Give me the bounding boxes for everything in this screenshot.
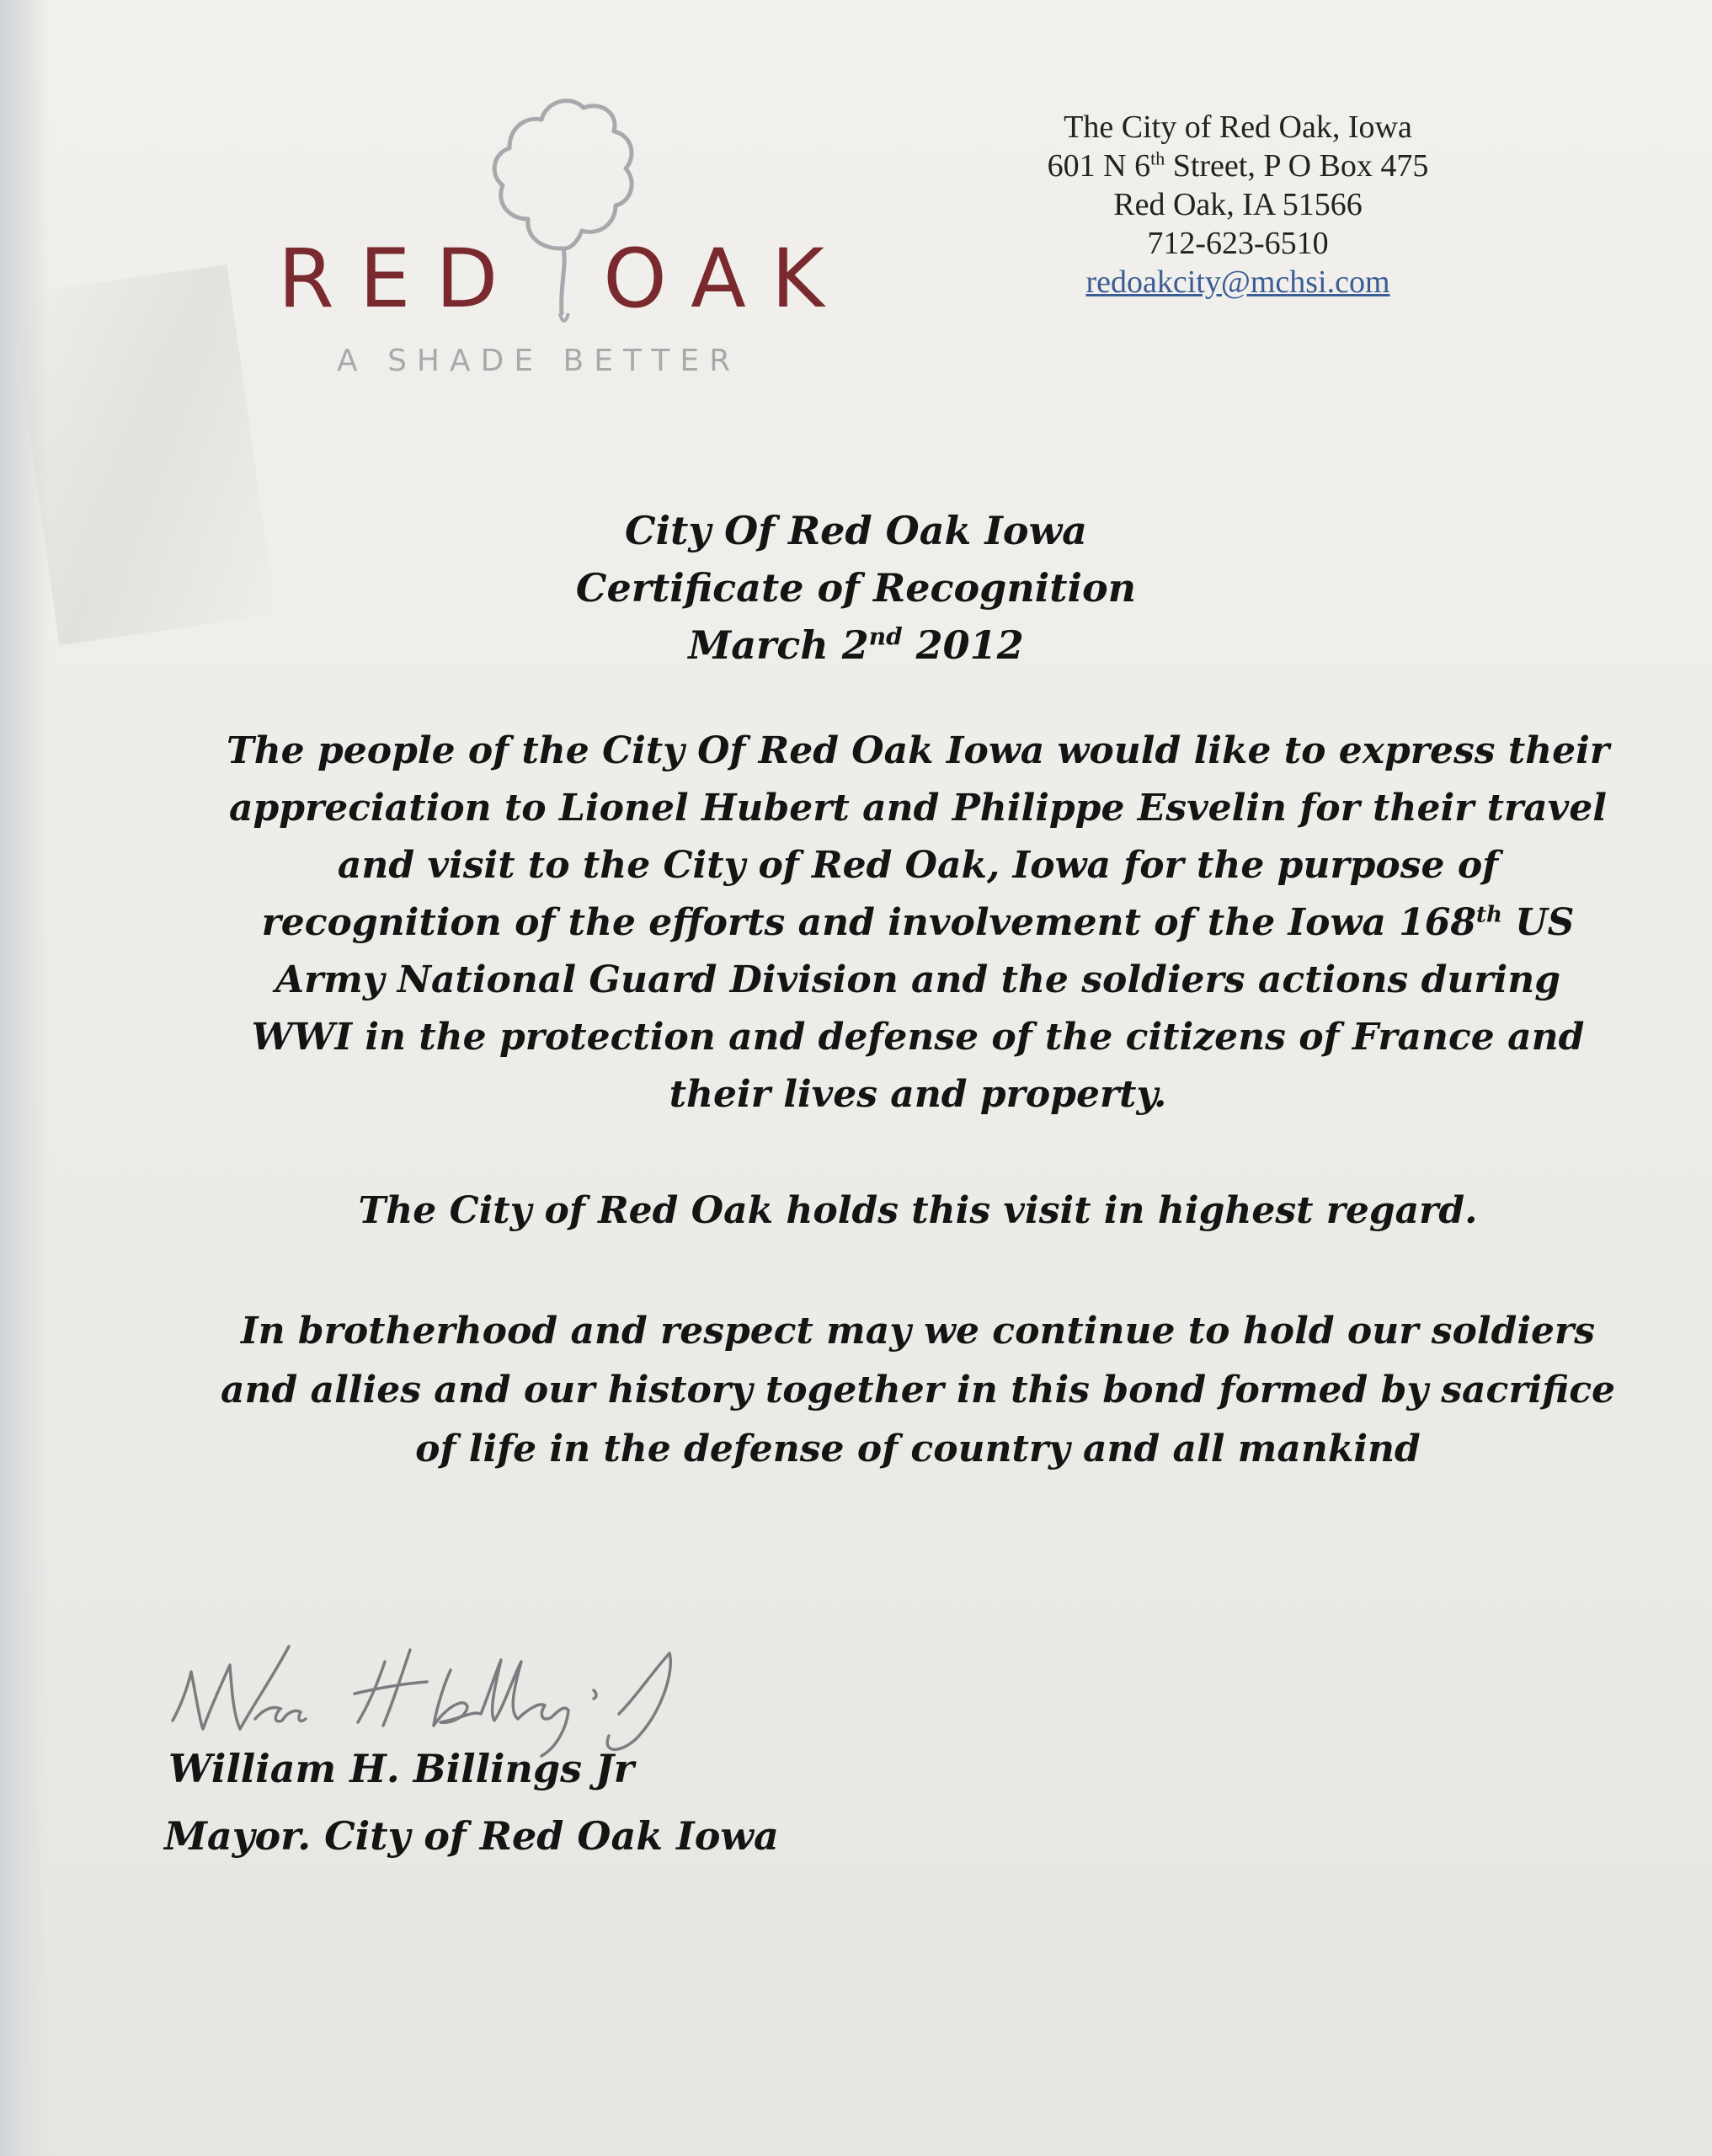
- logo-word-red: RED: [278, 232, 524, 326]
- certificate-body: [168, 723, 1667, 1123]
- body-line: WWI in the protection and defense of the citizens of France and: [251, 1016, 1585, 1059]
- body-line: recognition of the efforts and involvement of the Iowa 168th US: [261, 901, 1575, 944]
- body-line: Army National Guard Division and the soldiers actions during: [275, 958, 1560, 1001]
- red-oak-logo: [278, 76, 867, 396]
- heading-city: City Of Red Oak Iowa: [625, 508, 1087, 553]
- address-line-1: The City of Red Oak, Iowa: [1064, 109, 1412, 145]
- closing-paragraph: [168, 1302, 1667, 1479]
- closing-line: In brotherhood and respect may we continue to hold our soldiers: [241, 1310, 1595, 1353]
- address-line-3: Red Oak, IA 51566: [1113, 187, 1363, 222]
- body-line: appreciation to Lionel Hubert and Philippe Esvelin for their travel: [229, 787, 1607, 830]
- logo-word-oak: OAK: [603, 232, 850, 326]
- signer-name: William H. Billings Jr: [168, 1746, 635, 1791]
- heading-date: March 2nd 2012: [688, 622, 1024, 668]
- heading-title: Certificate of Recognition: [575, 565, 1137, 611]
- logo-tagline: A SHADE BETTER: [337, 344, 741, 378]
- closing-line: of life in the defense of country and all mankind: [415, 1428, 1421, 1470]
- address-block: [952, 108, 1524, 302]
- phone-number: 712-623-6510: [1147, 226, 1329, 261]
- certificate-heading: [0, 502, 1712, 674]
- body-line: and visit to the City of Red Oak, Iowa for the purpose of: [337, 844, 1499, 887]
- regard-statement: The City of Red Oak holds this visit in highest regard.: [358, 1189, 1478, 1232]
- logo-wordmark: [278, 232, 850, 326]
- closing-line: and allies and our history together in this bond formed by sacrifice: [220, 1369, 1615, 1412]
- body-line: The people of the City Of Red Oak Iowa would like to express their: [226, 729, 1610, 772]
- address-line-2: 601 N 6th Street, P O Box 475: [1047, 147, 1429, 184]
- email-link[interactable]: redoakcity@mchsi.com: [1085, 264, 1390, 300]
- signer-title: Mayor. City of Red Oak Iowa: [164, 1813, 779, 1859]
- body-line: their lives and property.: [669, 1073, 1167, 1116]
